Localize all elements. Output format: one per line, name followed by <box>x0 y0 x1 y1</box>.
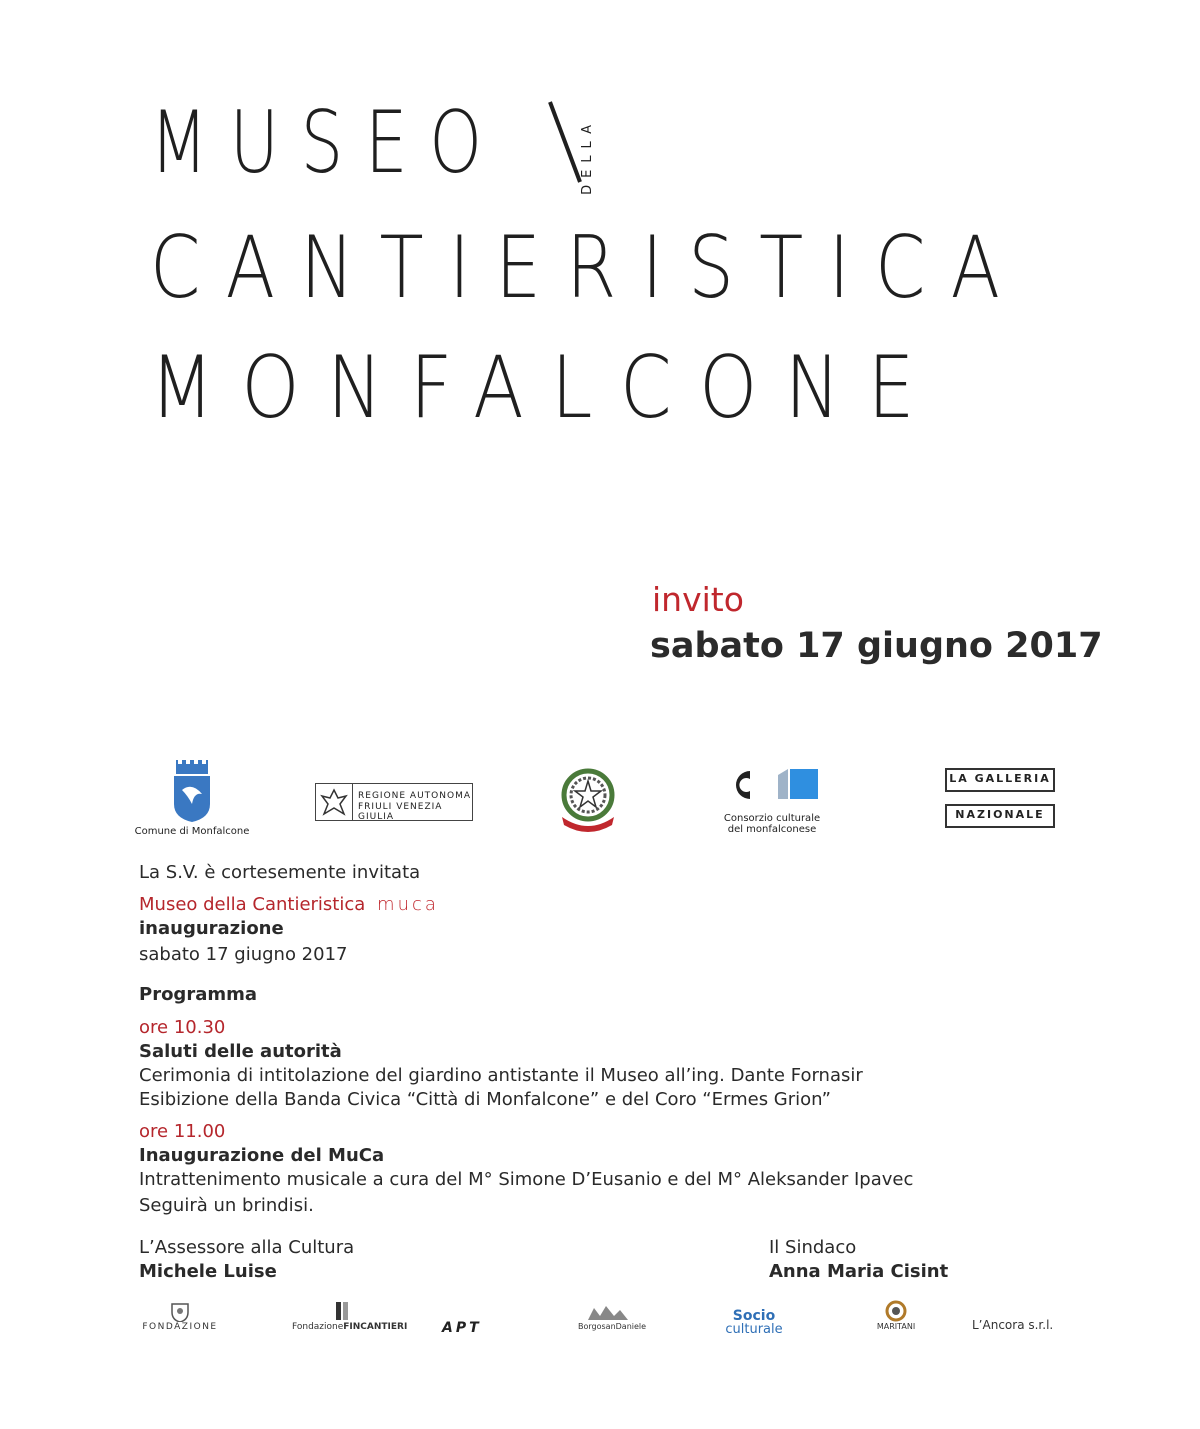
schedule-line-2b: Seguirà un brindisi. <box>139 1195 314 1216</box>
sponsor-ancora: L’Ancora s.r.l. <box>972 1318 1054 1332</box>
logo-consorzio <box>722 765 822 835</box>
title-line-monfalcone: MONFALCONE <box>150 338 943 438</box>
invito-date: sabato 17 giugno 2017 <box>650 626 1103 666</box>
borgo-icon <box>586 1302 630 1322</box>
consorzio-caption-1: Consorzio culturale <box>723 813 821 824</box>
title-line-museo: MUSEO <box>150 93 504 193</box>
title-della: DELLA <box>580 118 595 195</box>
sponsor-apt: APT <box>442 1320 482 1336</box>
logo-regione <box>315 783 473 821</box>
schedule-time-2: ore 11.00 <box>139 1121 226 1142</box>
repubblica-emblem-icon <box>556 765 620 835</box>
programma-heading: Programma <box>139 984 258 1005</box>
assessore-name: Michele Luise <box>139 1261 277 1282</box>
schedule-title-1: Saluti delle autorità <box>139 1041 342 1062</box>
sponsor-maritani <box>866 1300 926 1331</box>
comune-caption: Comune di Monfalcone <box>134 826 250 837</box>
nazionale-box: NAZIONALE <box>945 804 1055 828</box>
comune-crest-icon <box>172 760 212 822</box>
muca-mark: muca <box>377 894 439 915</box>
fincantieri-prefix: Fondazione <box>292 1322 344 1332</box>
regione-text-2: FRIULI VENEZIA GIULIA <box>358 802 443 822</box>
logo-comune <box>130 760 254 837</box>
title-line-cantieristica: CANTIERISTICA <box>150 218 1026 318</box>
sponsor-fondazione <box>140 1300 220 1332</box>
museum-name: Museo della Cantieristica <box>139 894 366 915</box>
sindaco-name: Anna Maria Cisint <box>769 1261 949 1282</box>
maritani-text: MARITANI <box>876 1322 916 1331</box>
regione-text-1: REGIONE AUTONOMA <box>358 791 471 801</box>
socio-text-1: Socio <box>732 1308 776 1324</box>
socio-text-2: culturale <box>725 1322 783 1337</box>
fincantieri-text <box>292 1322 408 1332</box>
regione-eagle-icon <box>318 786 350 818</box>
fincantieri-icon <box>332 1302 352 1322</box>
fondazione-text: FONDAZIONE <box>142 1322 218 1332</box>
sponsor-socio <box>722 1310 786 1336</box>
museum-name-line <box>139 894 439 915</box>
sindaco-role: Il Sindaco <box>769 1237 857 1258</box>
galleria-box: LA GALLERIA <box>945 768 1055 792</box>
sponsor-borgo <box>578 1302 647 1331</box>
schedule-line-2a: Intrattenimento musicale a cura del M° Simone D’Eusanio e del M° Aleksander Ipavec <box>139 1169 914 1190</box>
assessore-role: L’Assessore alla Cultura <box>139 1237 355 1258</box>
sponsor-fincantieri <box>292 1302 408 1332</box>
invito-label: invito <box>652 580 744 619</box>
consorzio-icon <box>722 765 822 805</box>
schedule-line-1a: Cerimonia di intitolazione del giardino antistante il Museo all’ing. Dante Fornasir <box>139 1065 863 1086</box>
consorzio-caption-2: del monfalconese <box>727 824 817 835</box>
schedule-line-1b: Esibizione della Banda Civica “Città di Monfalcone” e del Coro “Ermes Grion” <box>139 1089 831 1110</box>
invite-line: La S.V. è cortesemente invitata <box>139 862 421 883</box>
fondazione-crest-icon <box>170 1300 190 1322</box>
schedule-time-1: ore 10.30 <box>139 1017 226 1038</box>
borgo-text: BorgosanDaniele <box>578 1322 647 1331</box>
schedule-title-2: Inaugurazione del MuCa <box>139 1145 385 1166</box>
inauguration-label: inaugurazione <box>139 918 284 939</box>
fincantieri-name: FINCANTIERI <box>343 1322 408 1332</box>
maritani-icon <box>885 1300 907 1322</box>
event-date: sabato 17 giugno 2017 <box>139 944 348 965</box>
